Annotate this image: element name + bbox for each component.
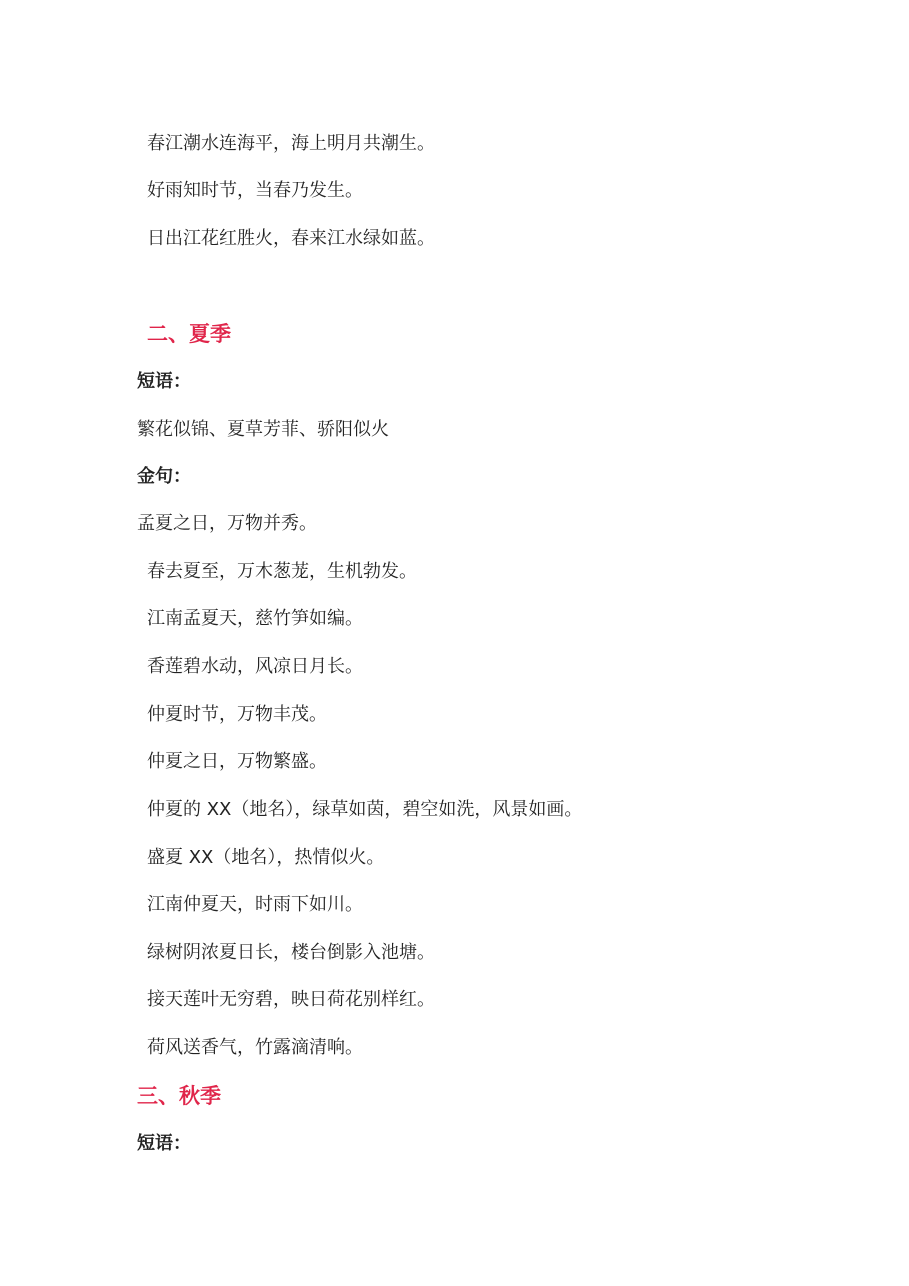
autumn-phrases-label: 短语： [137,1133,191,1154]
summer-quote-2: 春去夏至，万木葱茏，生机勃发。 [147,561,417,582]
spring-quote-2: 好雨知时节，当春乃发生。 [147,180,363,201]
spring-quote-3: 日出江花红胜火，春来江水绿如蓝。 [147,228,435,249]
summer-quote-11: 接天莲叶无穷碧，映日荷花别样红。 [147,989,435,1010]
summer-quote-8: 盛夏 XX（地名），热情似火。 [147,847,385,868]
summer-quote-5: 仲夏时节，万物丰茂。 [147,704,327,725]
summer-quote-7: 仲夏的 XX（地名），绿草如茵，碧空如洗，风景如画。 [147,799,583,820]
summer-quote-3: 江南孟夏天，慈竹笋如编。 [147,608,363,629]
summer-quote-4: 香莲碧水动，风凉日月长。 [147,656,363,677]
summer-quote-10: 绿树阴浓夏日长，楼台倒影入池塘。 [147,942,435,963]
summer-quote-12: 荷风送香气，竹露滴清响。 [147,1037,363,1058]
summer-quotes-label: 金句： [137,466,191,487]
summer-phrases: 繁花似锦、夏草芳菲、骄阳似火 [137,419,389,440]
summer-quote-1: 孟夏之日，万物并秀。 [137,513,317,534]
autumn-heading: 三、秋季 [137,1084,221,1108]
summer-phrases-label: 短语： [137,371,191,392]
summer-quote-6: 仲夏之日，万物繁盛。 [147,751,327,772]
spring-quote-1: 春江潮水连海平，海上明月共潮生。 [147,133,435,154]
summer-heading: 二、夏季 [147,322,231,346]
summer-quote-9: 江南仲夏天，时雨下如川。 [147,894,363,915]
